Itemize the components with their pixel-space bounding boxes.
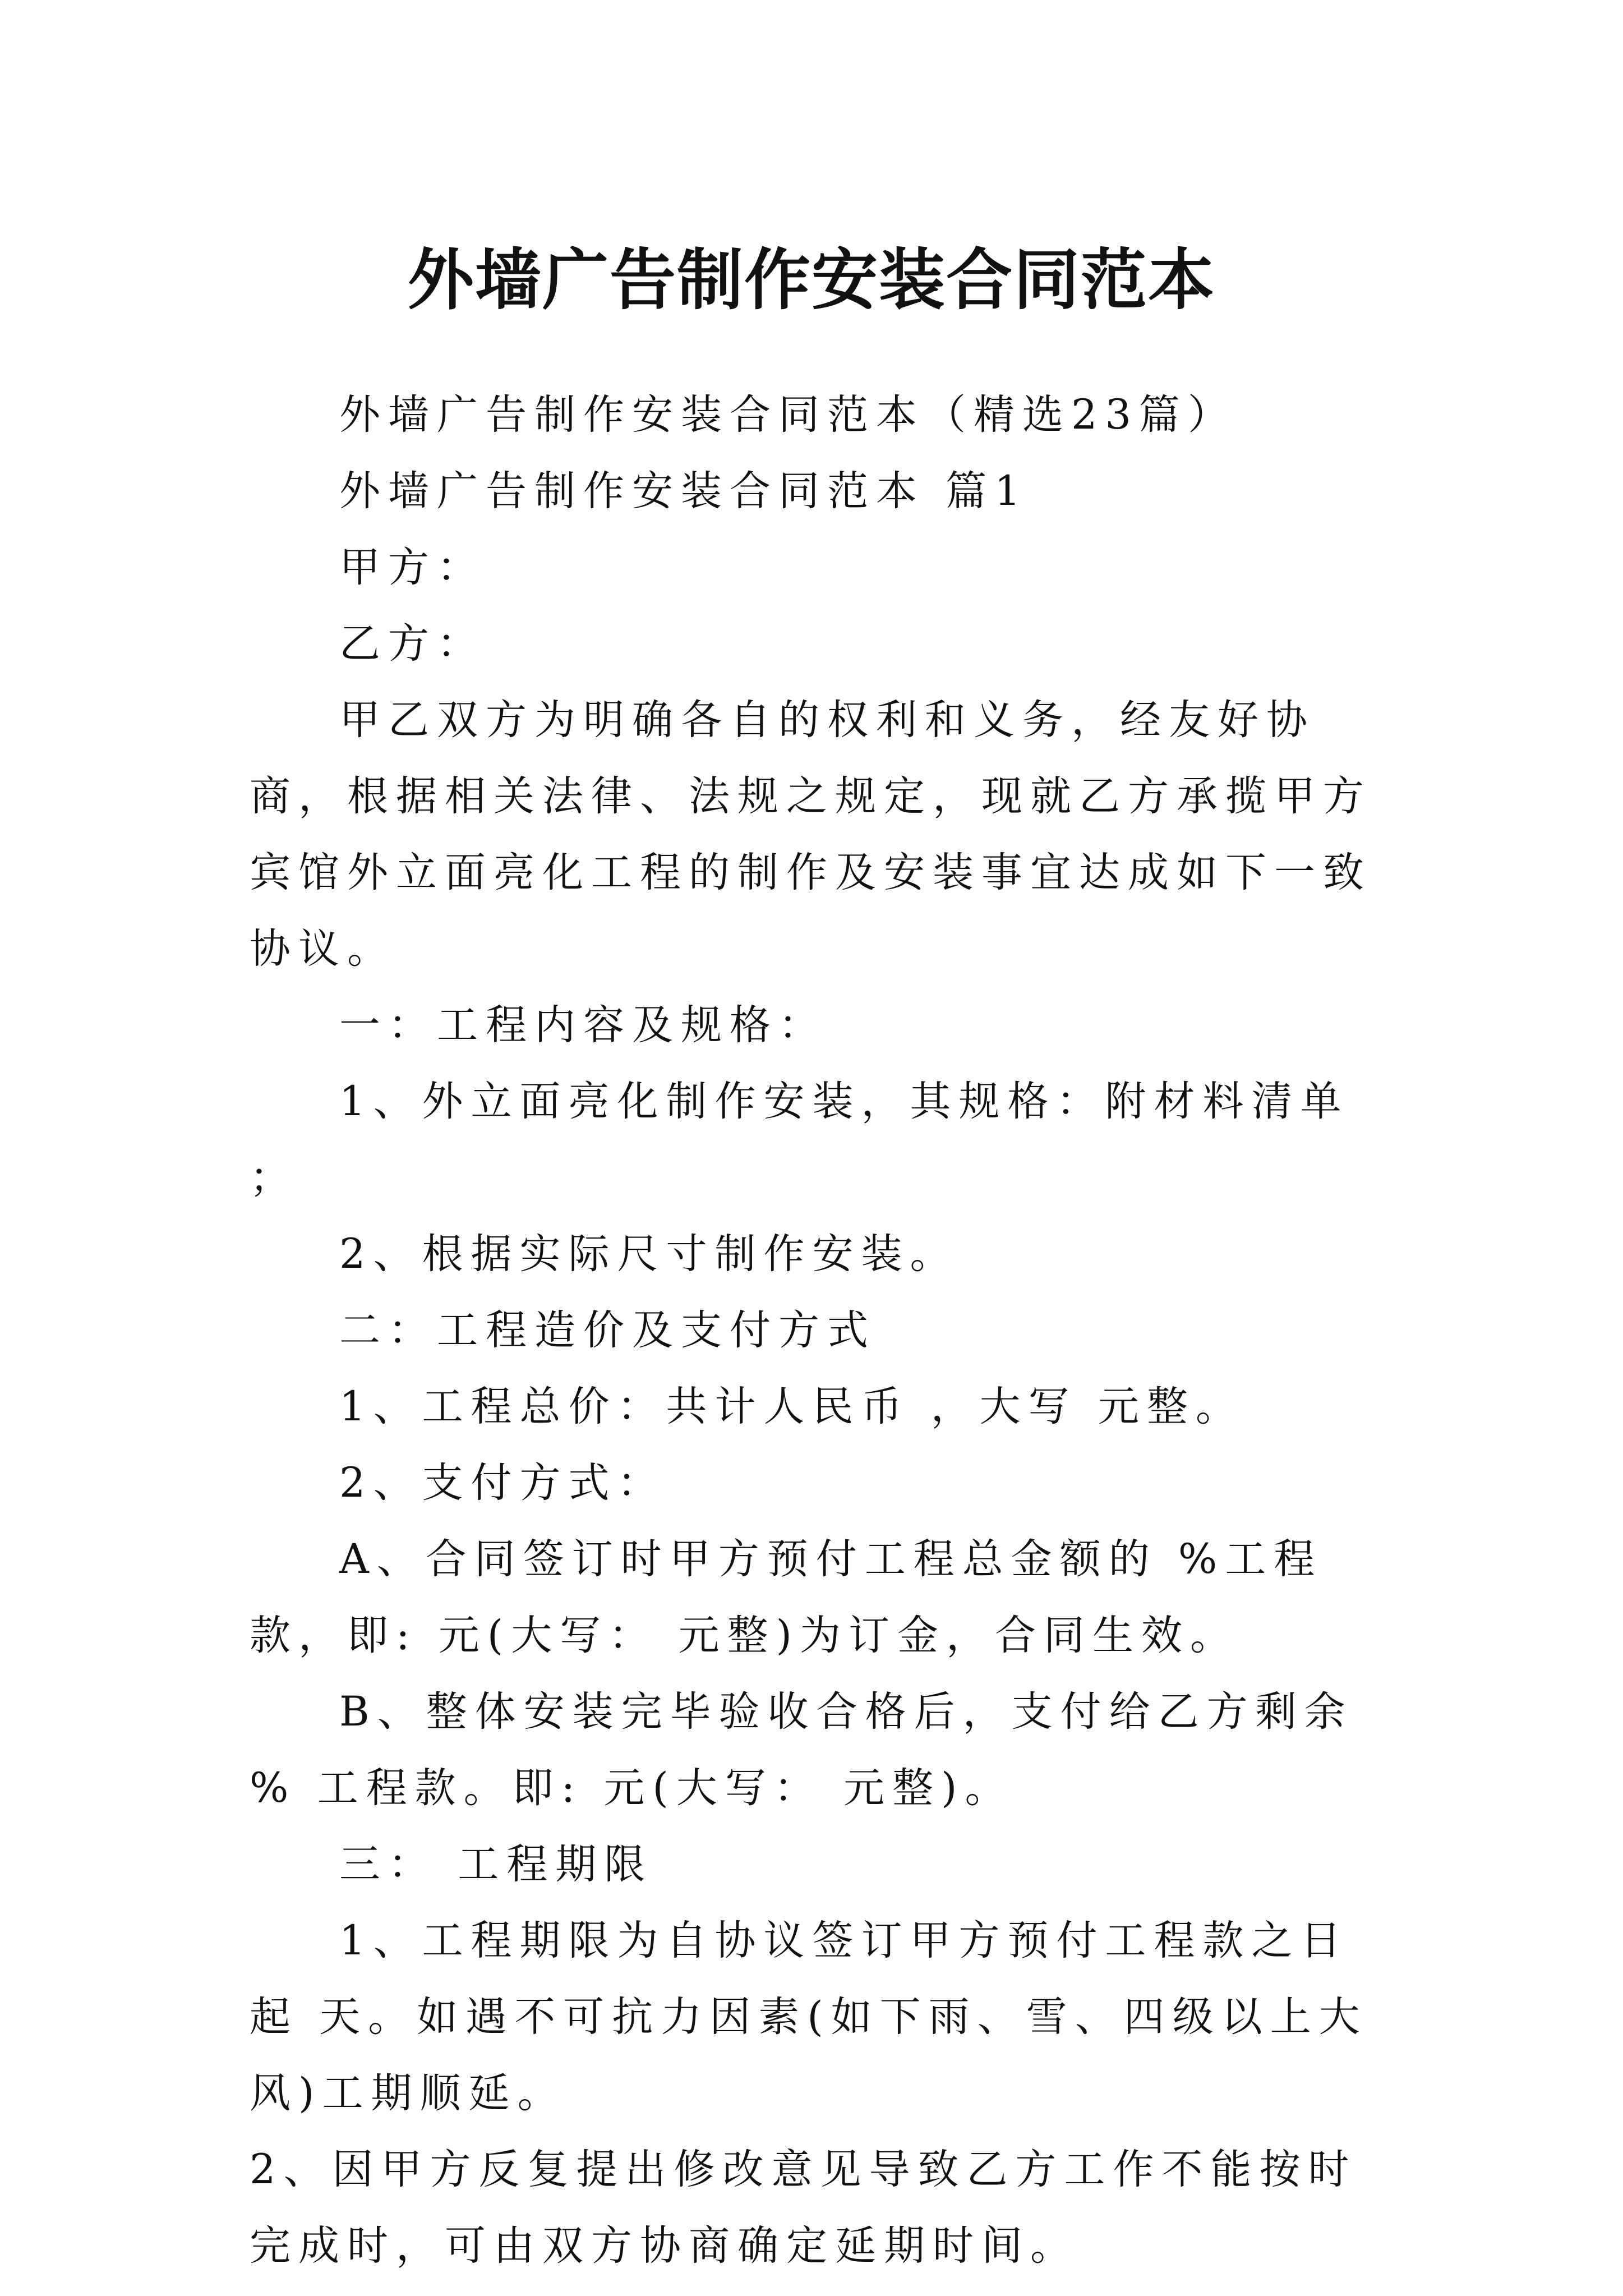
paragraph-clause-one-heading: 一：工程内容及规格： (339, 1001, 827, 1049)
paragraph-clause-three-item-2: 2、因甲方反复提出修改意见导致乙方工作不能按时完成时，可由双方协商确定延期时间。 (250, 2146, 1357, 2270)
paragraph-payment-a: A、合同签订时甲方预付工程总金额的 %工程款，即: 元(大写： 元整)为订金，合同生效。 (250, 1535, 1323, 1659)
document-title: 外墙广告制作安装合同范本 (407, 241, 1215, 319)
paragraph-section-heading: 外墙广告制作安装合同范本 篇1 (339, 467, 1029, 515)
paragraph-clause-one-item-2: 2、根据实际尺寸制作安装。 (339, 1230, 959, 1278)
paragraph-clause-three-heading: 三： 工程期限 (339, 1841, 653, 1888)
paragraph-clause-two-item-1: 1、工程总价：共计人民币 ，大写 元整。 (339, 1383, 1244, 1430)
paragraph-clause-two-heading: 二：工程造价及支付方式 (339, 1306, 876, 1354)
paragraph-payment-b: B、整体安装完毕验收合格后，支付给乙方剩余 % 工程款。即: 元(大写： 元整)。 (250, 1688, 1353, 1812)
paragraph-clause-three-item-1: 1、工程期限为自协议签订甲方预付工程款之日起 天。如遇不可抗力因素(如下雨、雪、四级以上大风)工期顺延。 (250, 1917, 1368, 2117)
paragraph-party-b: 乙方： (339, 620, 486, 668)
paragraph-clause-one-item-1: 1、外立面亮化制作安装，其规格：附材料清单 ； (250, 1078, 1349, 1202)
paragraph-clause-two-item-2: 2、支付方式： (339, 1459, 666, 1507)
document-body (250, 377, 1394, 2284)
paragraph-party-a: 甲方： (339, 544, 486, 591)
paragraph-subtitle: 外墙广告制作安装合同范本（精选23篇） (339, 391, 1237, 439)
paragraph-agreement-intro: 甲乙双方为明确各自的权利和义务，经友好协商，根据相关法律、法规之规定，现就乙方承揽甲方宾馆外立面亮化工程的制作及安装事宜达成如下一致协议。 (250, 696, 1372, 973)
